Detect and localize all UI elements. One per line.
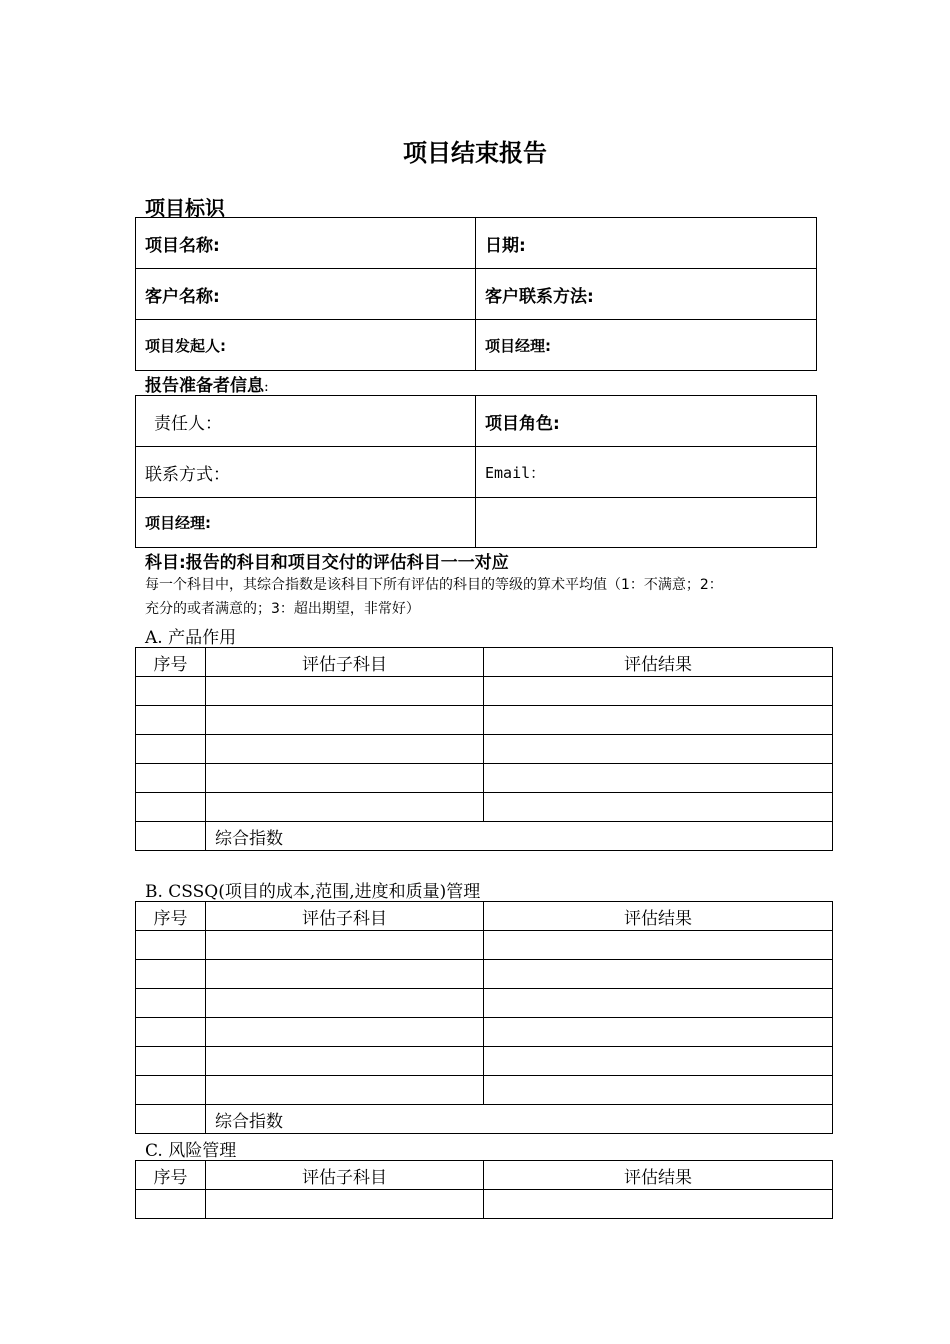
no-cell[interactable] [136,764,206,793]
result-cell[interactable] [484,793,833,822]
composite-cell[interactable] [206,822,833,851]
no-cell[interactable] [136,735,206,764]
preparer-manager-cell[interactable] [136,498,476,548]
email-cell[interactable] [476,447,817,498]
date-cell[interactable] [476,218,817,269]
header-sub: 评估子科目 [206,648,484,677]
sub-cell[interactable] [206,677,484,706]
result-cell[interactable] [484,1047,833,1076]
header-result: 评估结果 [484,902,833,931]
section-a-label: A. 产品作用 [145,628,237,648]
header-result: 评估结果 [484,648,833,677]
table-row [136,1190,833,1219]
project-name-cell[interactable] [136,218,476,269]
no-cell[interactable] [136,677,206,706]
no-cell[interactable] [136,989,206,1018]
page-title: 项目结束报告 [403,139,547,167]
sponsor-cell[interactable] [136,320,476,371]
header-no: 序号 [136,1161,206,1190]
composite-label: 综合指数 [215,1111,283,1132]
no-cell[interactable] [136,793,206,822]
project-id-heading: 项目标识 [145,196,225,220]
result-cell[interactable] [484,706,833,735]
preparer-table [135,395,817,548]
result-cell[interactable] [484,1190,833,1219]
preparer-empty-cell[interactable] [476,498,817,548]
responsible-cell[interactable] [136,396,476,447]
sub-cell[interactable] [206,706,484,735]
header-sub: 评估子科目 [206,1161,484,1190]
result-cell[interactable] [484,989,833,1018]
header-no: 序号 [136,902,206,931]
sub-cell[interactable] [206,1076,484,1105]
sponsor-label: 项目发起人: [145,336,226,355]
table-row [136,960,833,989]
sub-cell[interactable] [206,1018,484,1047]
composite-no-cell [136,822,206,851]
table-row [136,1047,833,1076]
no-cell[interactable] [136,931,206,960]
preparer-manager-label: 项目经理: [145,514,211,532]
section-a-table [135,647,833,851]
sub-cell[interactable] [206,735,484,764]
no-cell[interactable] [136,1018,206,1047]
preparer-heading-colon: : [264,379,269,395]
table-row [136,1018,833,1047]
table-row [136,989,833,1018]
no-cell[interactable] [136,1047,206,1076]
result-cell[interactable] [484,931,833,960]
project-name-label: 项目名称: [145,235,220,256]
section-b-label: B. CSSQ(项目的成本,范围,进度和质量)管理 [145,882,481,902]
sub-cell[interactable] [206,1190,484,1219]
result-cell[interactable] [484,1076,833,1105]
sub-cell[interactable] [206,931,484,960]
table-row [136,931,833,960]
section-b-table [135,901,833,1134]
sub-cell[interactable] [206,960,484,989]
date-label: 日期: [485,235,526,256]
no-cell[interactable] [136,1076,206,1105]
table-row [136,706,833,735]
table-row [136,764,833,793]
sub-cell[interactable] [206,989,484,1018]
header-sub: 评估子科目 [206,902,484,931]
table-row [136,735,833,764]
responsible-label: 责任人： [154,413,222,434]
sub-cell[interactable] [206,793,484,822]
result-cell[interactable] [484,960,833,989]
sub-cell[interactable] [206,1047,484,1076]
client-name-cell[interactable] [136,269,476,320]
role-cell[interactable] [476,396,817,447]
preparer-heading-text: 报告准备者信息 [145,376,264,396]
manager-cell[interactable] [476,320,817,371]
subjects-heading: 科目:报告的科目和项目交付的评估科目一一对应 [145,553,509,573]
result-cell[interactable] [484,677,833,706]
project-id-table [135,217,817,371]
no-cell[interactable] [136,706,206,735]
client-name-label: 客户名称: [145,286,220,307]
no-cell[interactable] [136,960,206,989]
client-contact-label: 客户联系方法: [485,286,594,307]
table-row [136,677,833,706]
header-no: 序号 [136,648,206,677]
manager-label: 项目经理: [485,336,551,355]
section-c-label: C. 风险管理 [145,1141,237,1161]
result-cell[interactable] [484,735,833,764]
section-c-table [135,1160,833,1219]
table-row [136,793,833,822]
no-cell[interactable] [136,1190,206,1219]
email-label: Email： [485,463,546,482]
contact-cell[interactable] [136,447,476,498]
result-cell[interactable] [484,764,833,793]
sub-cell[interactable] [206,764,484,793]
subjects-note-line1: 每一个科目中，其综合指数是该科目下所有评估的科目的等级的算术平均值（1：不满意；2： [145,577,723,593]
composite-label: 综合指数 [215,828,283,849]
result-cell[interactable] [484,1018,833,1047]
composite-no-cell [136,1105,206,1134]
preparer-heading [145,371,269,396]
role-label: 项目角色: [485,413,560,434]
subjects-note-line2: 充分的或者满意的；3：超出期望，非常好） [145,601,420,617]
client-contact-cell[interactable] [476,269,817,320]
table-row [136,1076,833,1105]
contact-label: 联系方式： [145,464,230,485]
header-result: 评估结果 [484,1161,833,1190]
composite-cell[interactable] [206,1105,833,1134]
